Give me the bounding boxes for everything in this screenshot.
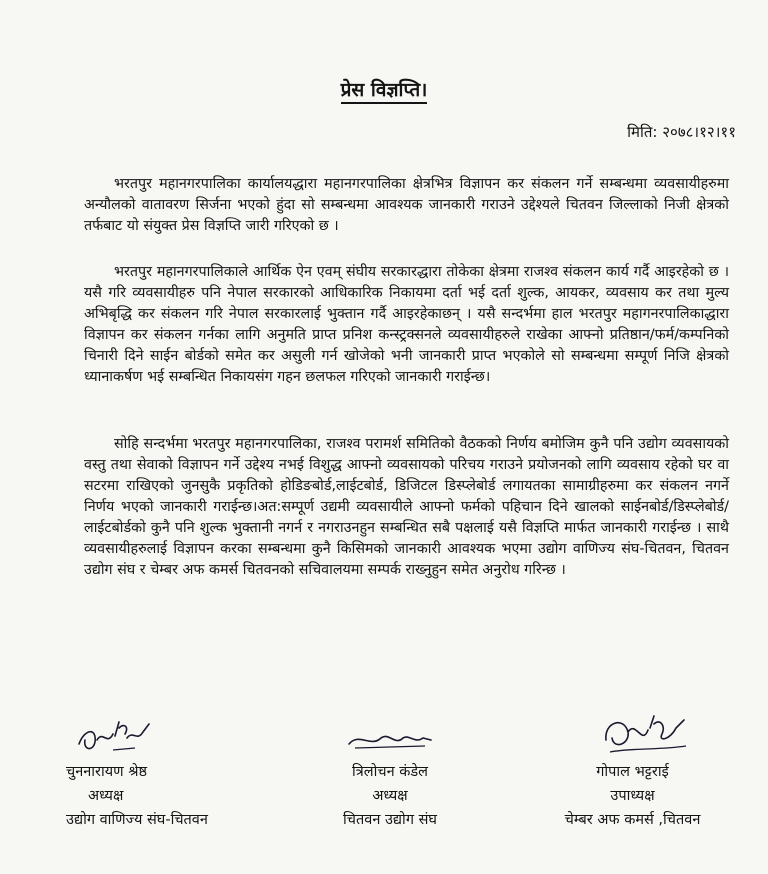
document-title-text: प्रेस विज्ञप्ति।	[341, 79, 428, 104]
document-date: मिति: २०७८।१२।११	[627, 123, 736, 141]
signatory-1-org: उद्योग वाणिज्य संघ-चितवन	[66, 812, 208, 828]
paragraph-3: सोहि सन्दर्भमा भरतपुर महानगरपालिका, राजश्व परामर्श समितिको वैठकको निर्णय बमोजिम कुनै पनि उद्योग व्यवसायको वस्तु तथा सेवाको विज्ञापन गर्ने उद्देश्य नभई विशुद्ध आफ्नो व्यवसायको परिचय गराउने प्रयोजनको लागि व्यवसाय रहेको घर वा सटरमा राखिएको जुनसुकै प्रकृतिको होडिङबोर्ड,लाईटबोर्ड, डिजिटल डिस्प्लेबोर्ड लगायतका सामाग्रीहरुमा कर संकलन नगर्ने निर्णय भएको जानकारी गराईन्छ।अत:सम्पूर्ण उद्यमी व्यवसायीले आफ्नो फर्मको पहिचान दिने खालको साईनबोर्ड/डिस्प्लेबोर्ड/लाईटबोर्डको कुनै पनि शुल्क भुक्तानी नगर्न र नगराउनहुन सम्बन्धित सबै पक्षलाई यसै विज्ञप्ति मार्फत जानकारी गराईन्छ । साथै व्यवसायीहरुलाई विज्ञापन करका सम्बन्धमा कुनै किसिमको जानकारी आवश्यक भएमा उद्योग वाणिज्य संघ-चितवन, चितवन उद्योग संघ र चेम्बर अफ कमर्स चितवनको सचिवालयमा सम्पर्क राख्नुहुन समेत अनुरोध गरिन्छ ।	[84, 436, 729, 578]
paragraph-1: भरतपुर महानगरपालिका कार्यालयद्धारा महानगरपालिका क्षेत्रभित्र विज्ञापन कर संकलन गर्ने सम्बन्धमा व्यवसायीहरुमा अन्यौलको वातावरण सिर्जना भएको हुंदा सो सम्बन्धमा आवश्यक जानकारी गराउने उद्देश्यले चितवन जिल्लाको निजी क्षेत्रको तर्फबाट यो संयुक्त प्रेस विज्ञप्ति जारी गरिएको छ ।	[84, 176, 729, 234]
signature-1-mark	[75, 714, 155, 756]
signatory-2-org: चितवन उद्योग संघ	[343, 812, 437, 828]
signature-3-mark	[600, 710, 690, 760]
signatory-2	[300, 760, 480, 832]
signatory-1-name: चुननारायण श्रेष्ठ	[66, 764, 148, 780]
signatory-3-name: गोपाल भट्टराई	[596, 764, 669, 780]
paragraph-2: भरतपुर महानगरपालिकाले आर्थिक ऐन एवम् संघीय सरकारद्धारा तोकेका क्षेत्रमा राजश्व संकलन कार्य गर्दै आइरहेको छ । यसै गरि व्यवसायीहरु पनि नेपाल सरकारको आधिकारिक निकायमा दर्ता भई दर्ता शुल्क, आयकर, व्यवसाय कर तथा मुल्य अभिबृद्धि कर संकलन गरि नेपाल सरकारलाई भुक्तान गर्दै आइरहेकाछन् । यसै सन्दर्भमा हाल भरतपुर महागनरपालिकाद्धारा विज्ञापन कर संकलन गर्नका लागि अनुमति प्राप्त प्रनिश कन्स्ट्रक्सनले व्यवसायीहरुले राखेका आफ्नो प्रतिष्ठान/फर्म/कम्पनिको चिनारी दिने साईन बोर्डको समेत कर असुली गर्न खोजेको भनी जानकारी प्राप्त भएकोले सो सम्बन्धमा सम्पूर्ण निजि क्षेत्रको ध्यानाकर्षण भई सम्बन्धित निकायसंग गहन छलफल गरिएको जानकारी गराईन्छ।	[84, 264, 729, 385]
signatory-2-name: त्रिलोचन कंडेल	[352, 764, 428, 780]
signatory-3-org: चेम्बर अफ कमर्स ,चितवन	[564, 812, 701, 828]
signatory-1	[66, 760, 266, 832]
signature-2-mark	[345, 728, 435, 754]
signatory-3	[525, 760, 740, 832]
signatory-3-role: उपाध्यक्ष	[610, 788, 655, 804]
signatory-1-role: अध्यक्ष	[88, 788, 124, 804]
signatory-2-role: अध्यक्ष	[372, 788, 408, 804]
document-title	[0, 76, 768, 102]
